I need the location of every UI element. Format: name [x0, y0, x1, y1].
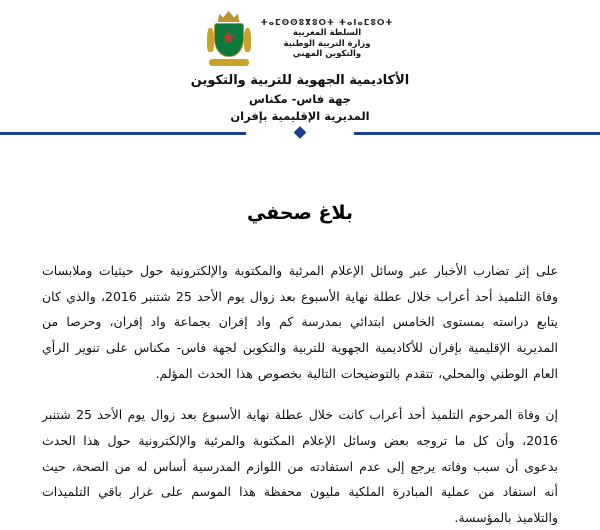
ministry-line-1: السلطة المغربية	[292, 28, 362, 39]
header-emblem-row	[0, 8, 600, 70]
academy-line-2: جهة فاس- مكناس	[248, 91, 352, 106]
academy-line-1: الأكاديمية الجهوية للتربية والتكوين	[190, 73, 410, 88]
lion-right-shape	[244, 28, 251, 52]
lion-left-shape	[207, 28, 214, 52]
academy-heading	[0, 72, 600, 124]
document-body	[0, 146, 600, 530]
paragraph-1: على إثر تضارب الأخبار عبر وسائل الإعلام المرئية والمكتوبة والإلكترونية حول حيثيات وملابسات وفاة التلميذ أحد أعراب خلال عطلة نهاية الأسبوع بعد زوال يوم الأحد 25 شتنبر 2016، والذي كان يتابع دراسته بمستوى الخامس ابتدائي بمدرسة كم واد إفران بجماعة واد إفران، وحرصا من المديرية الإقليمية بإفران للأكاديمية الجهوية للتربية والتكوين لجهة فاس- مكناس على تنوير الرأي العام الوطني والمحلي، تتقدم بالتوضيحات التالية بخصوص هذا الحدث المؤلم.	[42, 263, 558, 381]
divider-bar-left	[0, 132, 246, 135]
divider-diamond-icon	[294, 126, 307, 139]
crown-shape	[218, 10, 240, 22]
header-divider	[0, 128, 600, 140]
paragraph-2: إن وفاة المرحوم التلميذ أحد أعراب كانت خلال عطلة نهاية الأسبوع بعد زوال يوم الأحد 25 شتنبر 2016، وأن كل ما تروجه بعض وسائل الإعلام المكتوبة والمرئية والإلكترونية حول هذا الحدث بدعوى أن سبب وفاته يرجع إلى عدم استفادته من اللوازم المدرسية أساس له من الصحة، حيث أنه استفاد من عملية المبادرة الملكية مليون محفظة هذا الموسم على غرار باقي التلميذات والتلاميذ بالمؤسسة.	[42, 407, 558, 525]
page-title: بلاغ صحفي	[246, 202, 354, 225]
morocco-coat-of-arms-icon	[207, 10, 251, 68]
ministry-line-2: وزارة التربية الوطنية	[283, 38, 371, 49]
divider-bar-right	[354, 132, 600, 135]
ministry-line-3: والتكوين المهني	[292, 49, 362, 60]
ribbon-shape	[209, 59, 249, 66]
ministry-tifinagh-line: ⵜⴰⵎⵙⵙⵓⴳⵓⵔⵜ ⵜⴰⵏⴰⵎⵓⵔⵜ	[260, 18, 394, 28]
ministry-heading	[261, 18, 394, 60]
academy-line-3: المديرية الإقليمية بإفران	[230, 108, 370, 123]
document-header	[0, 0, 600, 146]
